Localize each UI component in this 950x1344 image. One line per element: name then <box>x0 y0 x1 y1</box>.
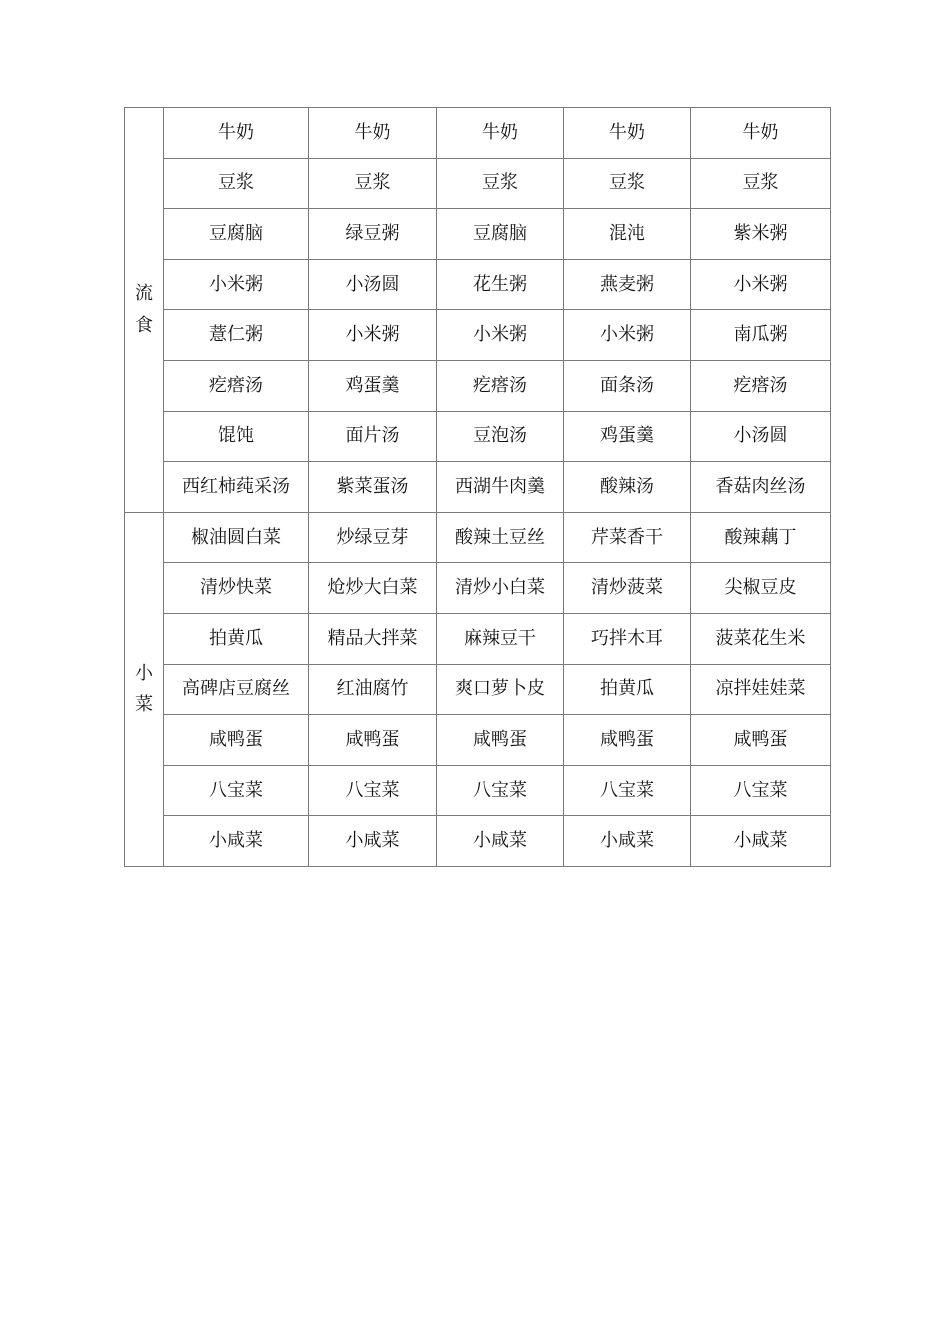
menu-item-cell: 豆浆 <box>564 158 691 209</box>
category-cell <box>125 512 164 866</box>
menu-item-cell: 小汤圆 <box>309 259 437 310</box>
menu-item-cell: 小咸菜 <box>309 816 437 867</box>
menu-item-cell: 小米粥 <box>309 310 437 361</box>
menu-item-cell: 豆浆 <box>309 158 437 209</box>
category-cell <box>125 108 164 513</box>
menu-item-cell: 面片汤 <box>309 411 437 462</box>
menu-table <box>124 107 831 867</box>
menu-item-cell: 牛奶 <box>309 108 437 159</box>
menu-item-cell: 椒油圆白菜 <box>164 512 309 563</box>
table-row <box>125 158 831 209</box>
menu-item-cell: 咸鸭蛋 <box>564 715 691 766</box>
menu-item-cell: 牛奶 <box>437 108 564 159</box>
menu-item-cell: 咸鸭蛋 <box>164 715 309 766</box>
menu-item-cell: 八宝菜 <box>437 765 564 816</box>
menu-item-cell: 燕麦粥 <box>564 259 691 310</box>
menu-item-cell: 疙瘩汤 <box>164 360 309 411</box>
menu-item-cell: 清炒菠菜 <box>564 563 691 614</box>
table-row <box>125 411 831 462</box>
menu-item-cell: 疙瘩汤 <box>437 360 564 411</box>
menu-item-cell: 拍黄瓜 <box>564 664 691 715</box>
table-row <box>125 209 831 260</box>
menu-item-cell: 清炒小白菜 <box>437 563 564 614</box>
menu-item-cell: 鸡蛋羹 <box>564 411 691 462</box>
menu-item-cell: 小米粥 <box>691 259 831 310</box>
menu-item-cell: 南瓜粥 <box>691 310 831 361</box>
menu-item-cell: 八宝菜 <box>164 765 309 816</box>
table-row <box>125 765 831 816</box>
table-row <box>125 462 831 513</box>
menu-item-cell: 菠菜花生米 <box>691 613 831 664</box>
menu-item-cell: 炝炒大白菜 <box>309 563 437 614</box>
category-label: 流 <box>135 283 153 305</box>
table-row <box>125 613 831 664</box>
table-row <box>125 715 831 766</box>
menu-item-cell: 咸鸭蛋 <box>691 715 831 766</box>
menu-item-cell: 八宝菜 <box>691 765 831 816</box>
category-label: 食 <box>135 314 153 336</box>
menu-item-cell: 豆泡汤 <box>437 411 564 462</box>
menu-item-cell: 混沌 <box>564 209 691 260</box>
menu-item-cell: 面条汤 <box>564 360 691 411</box>
menu-item-cell: 牛奶 <box>564 108 691 159</box>
menu-item-cell: 酸辣藕丁 <box>691 512 831 563</box>
menu-item-cell: 牛奶 <box>164 108 309 159</box>
menu-item-cell: 咸鸭蛋 <box>437 715 564 766</box>
table-row <box>125 816 831 867</box>
menu-item-cell: 红油腐竹 <box>309 664 437 715</box>
menu-item-cell: 酸辣汤 <box>564 462 691 513</box>
menu-item-cell: 疙瘩汤 <box>691 360 831 411</box>
menu-table-body <box>125 108 831 867</box>
menu-item-cell: 小米粥 <box>437 310 564 361</box>
menu-item-cell: 酸辣土豆丝 <box>437 512 564 563</box>
menu-item-cell: 紫菜蛋汤 <box>309 462 437 513</box>
menu-item-cell: 凉拌娃娃菜 <box>691 664 831 715</box>
menu-item-cell: 豆浆 <box>691 158 831 209</box>
menu-item-cell: 薏仁粥 <box>164 310 309 361</box>
table-row <box>125 310 831 361</box>
menu-item-cell: 牛奶 <box>691 108 831 159</box>
category-label: 小 <box>135 662 153 684</box>
table-row <box>125 512 831 563</box>
menu-item-cell: 拍黄瓜 <box>164 613 309 664</box>
table-row <box>125 563 831 614</box>
menu-item-cell: 八宝菜 <box>564 765 691 816</box>
menu-item-cell: 尖椒豆皮 <box>691 563 831 614</box>
menu-item-cell: 八宝菜 <box>309 765 437 816</box>
menu-item-cell: 芹菜香干 <box>564 512 691 563</box>
menu-item-cell: 西红柿莼采汤 <box>164 462 309 513</box>
menu-item-cell: 小汤圆 <box>691 411 831 462</box>
menu-item-cell: 小米粥 <box>164 259 309 310</box>
menu-item-cell: 清炒快菜 <box>164 563 309 614</box>
menu-item-cell: 小米粥 <box>564 310 691 361</box>
menu-item-cell: 精品大拌菜 <box>309 613 437 664</box>
menu-item-cell: 小咸菜 <box>691 816 831 867</box>
menu-item-cell: 豆腐脑 <box>437 209 564 260</box>
menu-item-cell: 紫米粥 <box>691 209 831 260</box>
menu-item-cell: 西湖牛肉羹 <box>437 462 564 513</box>
menu-item-cell: 豆浆 <box>437 158 564 209</box>
menu-item-cell: 绿豆粥 <box>309 209 437 260</box>
menu-item-cell: 豆浆 <box>164 158 309 209</box>
menu-item-cell: 小咸菜 <box>164 816 309 867</box>
menu-item-cell: 麻辣豆干 <box>437 613 564 664</box>
menu-item-cell: 咸鸭蛋 <box>309 715 437 766</box>
menu-item-cell: 高碑店豆腐丝 <box>164 664 309 715</box>
category-label: 菜 <box>135 694 153 716</box>
menu-item-cell: 花生粥 <box>437 259 564 310</box>
menu-item-cell: 爽口萝卜皮 <box>437 664 564 715</box>
menu-item-cell: 豆腐脑 <box>164 209 309 260</box>
menu-item-cell: 小咸菜 <box>437 816 564 867</box>
table-row <box>125 259 831 310</box>
menu-item-cell: 巧拌木耳 <box>564 613 691 664</box>
menu-item-cell: 馄饨 <box>164 411 309 462</box>
menu-item-cell: 香菇肉丝汤 <box>691 462 831 513</box>
menu-item-cell: 小咸菜 <box>564 816 691 867</box>
menu-item-cell: 炒绿豆芽 <box>309 512 437 563</box>
table-row <box>125 108 831 159</box>
table-row <box>125 664 831 715</box>
table-row <box>125 360 831 411</box>
menu-item-cell: 鸡蛋羹 <box>309 360 437 411</box>
